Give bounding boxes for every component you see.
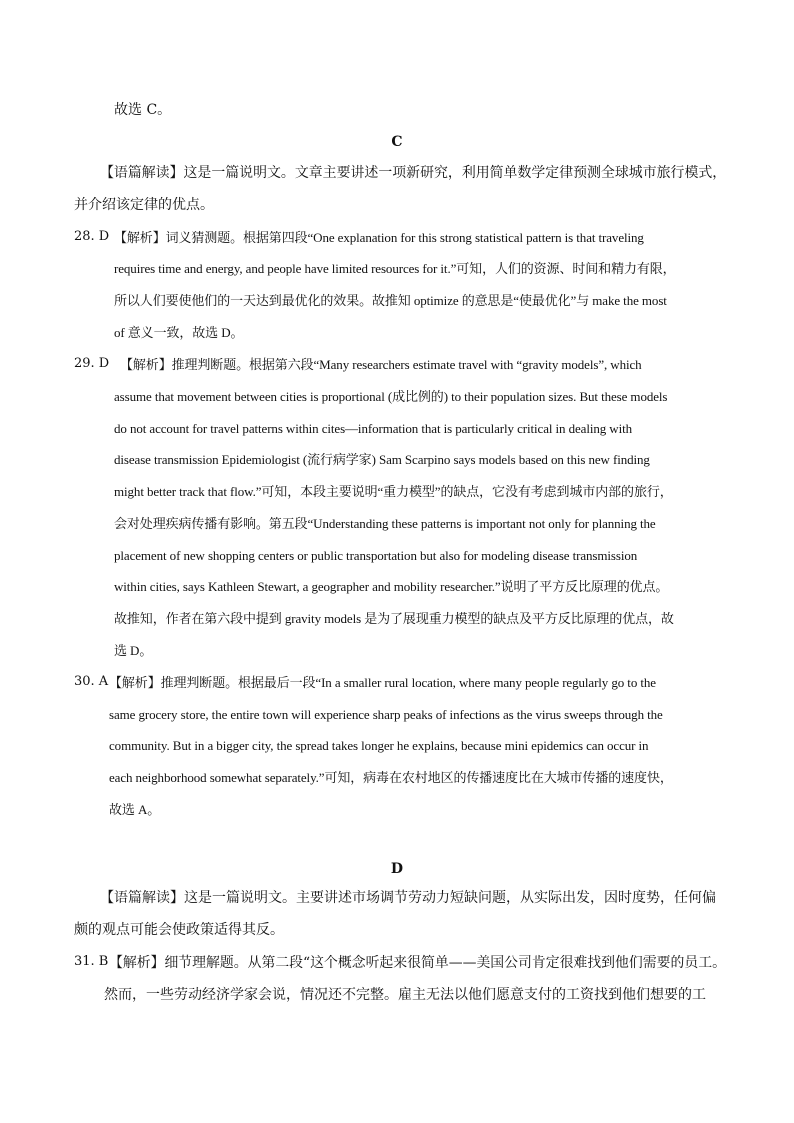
answer-line: 【解析】推理判断题。根据最后一段“In a smaller rural location, where many people regularly go to the <box>109 675 656 690</box>
answer-line: 【解析】细节理解题。从第二段“这个概念听起来很简单——美国公司肯定很难找到他们需要的员工。 <box>109 955 726 971</box>
answer-line: disease transmission Epidemiologist (流行病学家) Sam Scarpino says models based on this new finding <box>114 452 650 467</box>
answer-line: 会对处理疾病传播有影响。第五段“Understanding these patterns is important not only for planning the <box>114 516 656 531</box>
question-number: 30. A <box>74 674 109 689</box>
answer-line: 【解析】词义猜测题。根据第四段“One explanation for this strong statistical pattern is that traveling <box>114 230 644 245</box>
answer-line: assume that movement between cities is proportional (成比例的) to their population sizes. But these models <box>114 389 668 404</box>
answer-line: community. But in a bigger city, the spread takes longer he explains, because mini epidemics can occur in <box>109 738 649 753</box>
answer-line: 故选 A。 <box>109 802 161 817</box>
question-number: 28. D <box>74 229 110 244</box>
question-number: 31. B <box>74 954 109 969</box>
answer-line: within cities, says Kathleen Stewart, a geographer and mobility researcher.”说明了平方反比原理的优点。 <box>114 579 669 594</box>
answer-line: 然而，一些劳动经济学家会说，情况还不完整。雇主无法以他们愿意支付的工资找到他们想要的工 <box>104 987 706 1003</box>
section-c-summary-line: 并介绍该定律的优点。 <box>74 197 214 213</box>
answer-line: of 意义一致，故选 D。 <box>114 325 244 340</box>
section-d-summary-line: 颇的观点可能会使政策适得其反。 <box>74 922 284 938</box>
answer-line: 选 D。 <box>114 643 153 658</box>
answer-line: do not account for travel patterns within cites—information that is particularly critical in dealing with <box>114 421 633 436</box>
answer-line: might better track that flow.”可知，本段主要说明“重力模型”的缺点，它没有考虑到城市内部的旅行， <box>114 484 673 499</box>
answer-line: placement of new shopping centers or public transportation but also for modeling disease transmission <box>114 548 638 563</box>
answer-line: each neighborhood somewhat separately.”可知，病毒在农村地区的传播速度比在大城市传播的速度快， <box>109 770 673 785</box>
answer-line: 所以人们要使他们的一天达到最优化的效果。故推知 optimize 的意思是“使最优化”与 make the most <box>114 293 667 308</box>
section-c-summary-line: 【语篇解读】这是一篇说明文。文章主要讲述一项新研究，利用简单数学定律预测全球城市旅行模式， <box>100 165 727 181</box>
answer-line: same grocery store, the entire town will experience sharp peaks of infections as the virus sweeps through the <box>109 707 663 722</box>
answer-line: 【解析】推理判断题。根据第六段“Many researchers estimate travel with “gravity models”, which <box>120 357 642 372</box>
question-number: 29. D <box>74 356 110 371</box>
answer-line: 故推知，作者在第六段中提到 gravity models 是为了展现重力模型的缺点及平方反比原理的优点，故 <box>114 611 674 626</box>
answer-line: requires time and energy, and people have limited resources for it.”可知，人们的资源、时间和精力有限， <box>114 261 676 276</box>
answer-line: 故选 C。 <box>114 102 172 118</box>
section-heading-c: C <box>391 134 403 150</box>
section-d-summary-line: 【语篇解读】这是一篇说明文。主要讲述市场调节劳动力短缺问题，从实际出发，因时度势，任何偏 <box>100 890 716 906</box>
section-heading-d: D <box>390 861 404 877</box>
